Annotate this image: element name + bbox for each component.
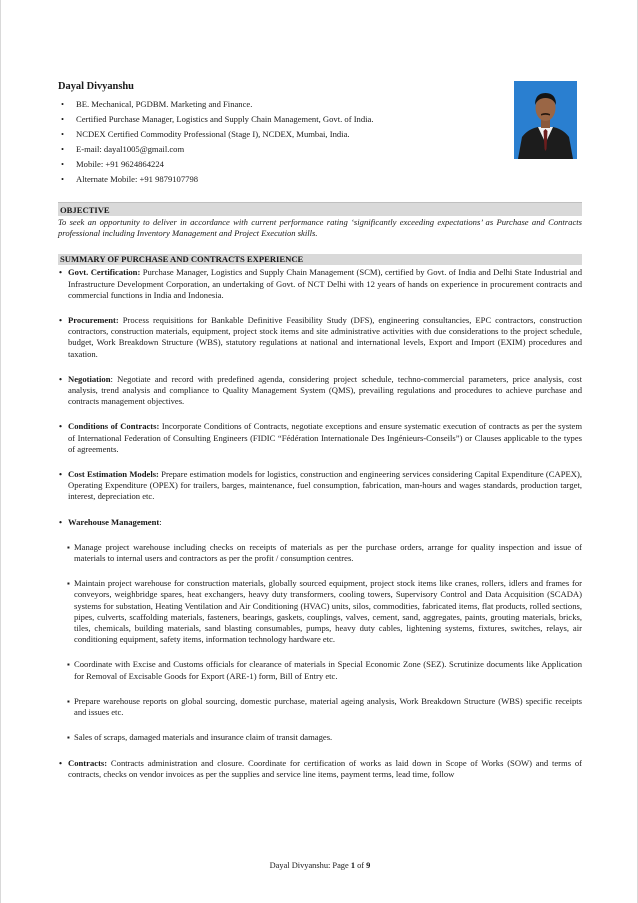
item-label: Procurement: <box>68 315 119 326</box>
footer-total-pages: 9 <box>366 861 371 870</box>
summary-item-warehouse <box>58 517 582 528</box>
footer-prefix: Dayal Divyanshu: Page <box>269 861 351 870</box>
item-text: Purchase Manager, Logistics and Supply Chain Management (SCM), certified by Govt. of India and Delhi State Industrial and Infrastructure Development Corporation, an undertaking of Govt. of NCT Delhi with 12 years of hands on experience in procurement contracts and commercial functions in India and Indonesia. <box>68 267 582 300</box>
item-label: Cost Estimation Models: <box>68 469 159 480</box>
item-label: Warehouse Management <box>68 516 160 527</box>
item-label: Contracts: <box>68 757 108 768</box>
resume-content <box>58 80 582 780</box>
warehouse-subitem: ▪ Coordinate with Excise and Customs officials for clearance of materials in Special Economic Zone (SEZ). Scrutinize documents like Application for Removal of Excisable Goods for Export (ARE-1) form, Bill of Entry etc. <box>58 659 582 681</box>
objective-heading: OBJECTIVE <box>58 202 582 216</box>
footer-of: of <box>355 861 367 870</box>
email-line[interactable]: • E-mail: dayal1005@gmail.com <box>58 142 468 157</box>
qualification-line: • BE. Mechanical, PGDBM. Marketing and Finance. <box>58 97 468 112</box>
summary-item-certification <box>58 267 582 301</box>
summary-item-cost-estimation <box>58 469 582 503</box>
page-footer <box>1 860 638 871</box>
warehouse-subitem: ▪ Maintain project warehouse for construction materials, globally sourced equipment, project stock items like cranes, rollers, idlers and frames for conveyors, weighbridge spares, heat exchangers, heavy duty transformers, cooling towers, Supervisory Control and Data Acquisition (SCADA) systems for substation, Heating Ventilation and Air Conditioning (HVAC) units, silos, commodities, fabricated items, flat products, rolled sections, pipes, culverts, scaffolding materials, fasteners, bearings, gaskets, couplings, valves, cement, sand, aggregates, paints, grouting materials, bricks, tiles, chemicals, building materials, sand blasting consumables, pumps, heavy duty cables, lightening systems, fixtures, switches, relays, air conditioning equipment, safety items, information technology hardware etc. <box>58 578 582 645</box>
item-text: Contracts administration and closure. Coordinate for certification of works as laid down in Scope of Works (SOW) and terms of contracts, checks on vendor invoices as per the supplies and service line items, payment terms, lead time, follow <box>68 757 582 779</box>
certification-line: • Certified Purchase Manager, Logistics and Supply Chain Management, Govt. of India. <box>58 112 468 127</box>
item-text: : <box>159 516 162 527</box>
item-text: Prepare estimation models for logistics, construction and engineering services considering Capital Expenditure (CAPEX), Operating Expenditure (OPEX) for trailers, barges, maintenance, fuel consumption, fabrication, man-hours and wages standards, production target, interest, depreciation etc. <box>68 469 582 502</box>
item-label: Conditions of Contracts: <box>68 421 160 432</box>
item-label: Negotiation <box>68 373 111 384</box>
item-text: Incorporate Conditions of Contracts, negotiate exceptions and ensure systematic execution of contracts as per the system of International Federation of Consulting Engineers (FIDIC “Fédération Internationale Des Ingénieurs-Conseils”) or Clauses applicable to the types of agreements. <box>68 421 582 454</box>
summary-item-negotiation <box>58 374 582 408</box>
summary-heading: SUMMARY OF PURCHASE AND CONTRACTS EXPERIENCE <box>58 254 582 265</box>
warehouse-subitem: ▪ Prepare warehouse reports on global sourcing, domestic purchase, material ageing analysis, Work Breakdown Structure (WBS) specific receipts and issues etc. <box>58 696 582 718</box>
ncdex-line: • NCDEX Certified Commodity Professional (Stage I), NCDEX, Mumbai, India. <box>58 127 468 142</box>
footer-page-number: 1 <box>350 861 355 870</box>
profile-photo <box>514 81 577 159</box>
warehouse-subitem: ▪ Sales of scraps, damaged materials and insurance claim of transit damages. <box>58 732 582 743</box>
item-text: Process requisitions for Bankable Definitive Feasibility Study (DFS), engineering consultancies, EPC contractors, construction contractors, construction materials, equipment, project stock items and site administrative activities with due considerations to the project schedule, budget, Work Breakdown Structure (WBS), statutory regulations at national and international levels, Export and Import (EXIM) procedures and taxation. <box>68 315 582 359</box>
warehouse-subitem: ▪ Manage project warehouse including checks on receipts of materials as per the purchase orders, arrange for quality inspection and issue of materials to internal users and contractors as per the profit / consumption centres. <box>58 542 582 564</box>
summary-item-conditions <box>58 421 582 455</box>
objective-text: To seek an opportunity to deliver in accordance with current performance rating ‘significantly exceeding expectations’ as Purchase and Contracts professional including Inventory Management and Project Execution skills. <box>58 217 582 239</box>
summary-item-contracts <box>58 758 582 780</box>
alternate-mobile-line: • Alternate Mobile: +91 9879107798 <box>58 172 468 187</box>
item-label: Govt. Certification: <box>68 267 141 278</box>
candidate-name: Dayal Divyanshu <box>58 81 134 92</box>
item-text: : Negotiate and record with predefined agenda, considering project schedule, techno-commercial parameters, price analysis, cost analysis, trend analysis and compliance to Quality Management System (QMS), prevailing regulations and procedures to achieve purchase and contracts management objectives. <box>68 373 582 407</box>
contact-list <box>58 97 468 187</box>
profile-photo-image <box>514 81 577 159</box>
mobile-line: • Mobile: +91 9624864224 <box>58 157 468 172</box>
summary-item-procurement <box>58 315 582 360</box>
